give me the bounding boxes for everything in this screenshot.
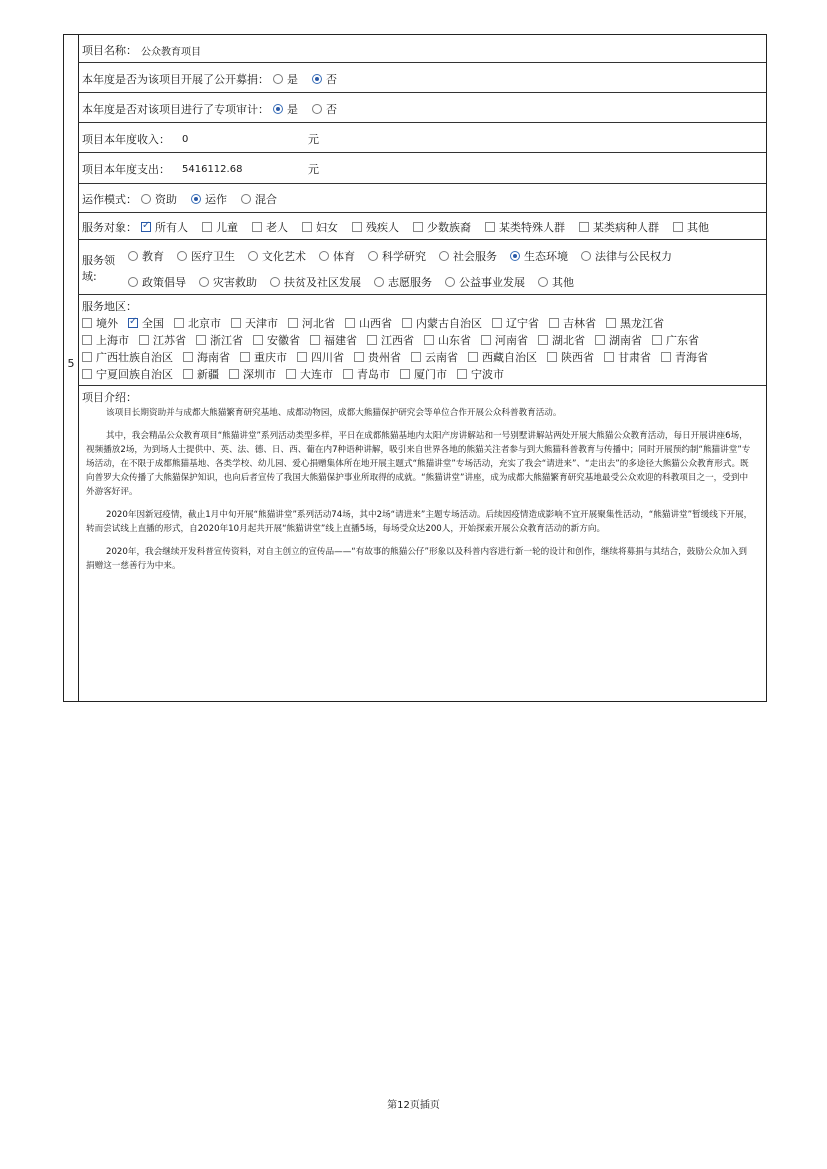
service-region-option[interactable] <box>661 349 708 365</box>
service-region-option-label: 境外 <box>96 317 118 330</box>
service-region-option-label: 安徽省 <box>267 334 300 347</box>
service-region-option-label: 宁夏回族自治区 <box>96 368 173 381</box>
intro-paragraph: 该项目长期资助并与成都大熊猫繁育研究基地、成都动物园，成都大熊猫保护研究会等单位合作开展公众科普教育活动。 <box>106 408 562 418</box>
checkbox[interactable] <box>252 222 262 232</box>
checkbox[interactable] <box>492 318 502 328</box>
service-region-option-label: 广西壮族自治区 <box>96 351 173 364</box>
radio-button[interactable] <box>191 194 201 204</box>
service-region-option-label: 广东省 <box>666 334 699 347</box>
checkbox[interactable] <box>354 352 364 362</box>
service-region-option[interactable] <box>253 332 300 348</box>
project-details <box>78 35 766 701</box>
service-region-option[interactable] <box>82 332 129 348</box>
radio-button[interactable] <box>273 74 283 84</box>
checkbox[interactable] <box>424 335 434 345</box>
page-footer: 第12页插页 <box>387 1100 440 1111</box>
checkbox[interactable] <box>549 318 559 328</box>
service-region-option-label: 江苏省 <box>153 334 186 347</box>
public-fundraising-option-label: 是 <box>287 73 298 86</box>
special-audit-option-label: 是 <box>287 103 298 116</box>
project-name-label: 项目名称： <box>82 44 137 57</box>
service-field-option[interactable] <box>128 274 186 290</box>
service-region-option-label: 云南省 <box>425 351 458 364</box>
checkbox[interactable] <box>413 222 423 232</box>
service-field-option-label: 科学研究 <box>382 250 426 263</box>
radio-button[interactable] <box>445 277 455 287</box>
radio-button[interactable] <box>270 277 280 287</box>
service-field-option-label: 政策倡导 <box>142 276 186 289</box>
service-region-option[interactable] <box>411 349 458 365</box>
checkbox[interactable] <box>229 369 239 379</box>
service-field-option[interactable] <box>128 248 164 264</box>
service-region-option-label: 江西省 <box>381 334 414 347</box>
service-region-option[interactable] <box>367 332 414 348</box>
service-region-option[interactable] <box>128 315 164 331</box>
service-region-option[interactable] <box>231 315 278 331</box>
service-field-label: 服务领 <box>82 254 115 267</box>
income-label: 项目本年度收入： <box>82 133 170 146</box>
radio-button[interactable] <box>248 251 258 261</box>
radio-button[interactable] <box>368 251 378 261</box>
service-region-option-label: 内蒙古自治区 <box>416 317 482 330</box>
service-target-option[interactable] <box>579 219 659 235</box>
checkbox[interactable] <box>352 222 362 232</box>
service-region-option[interactable] <box>297 349 344 365</box>
checkbox[interactable] <box>343 369 353 379</box>
radio-button[interactable] <box>273 104 283 114</box>
service-region-option-label: 深圳市 <box>243 368 276 381</box>
service-field-option-label: 扶贫及社区发展 <box>284 276 361 289</box>
service-region-option[interactable] <box>652 332 699 348</box>
checkbox[interactable] <box>547 352 557 362</box>
intro-paragraph: 其中，我会精品公众教育项目“熊猫讲堂”系列活动类型多样，平日在成都熊猫基地内太阳产房讲解站和一号别墅讲解站两处开展大熊猫公众教育活动，每日开展讲座6场，视频播放2场，为到场人士提供中、英、法、德、日、西、葡在内7种语种讲解，吸引来自世界各地的熊猫关注者参与到大熊猫科普教育与传播中；同时开展预约制“熊猫讲堂”专场活动，在不限于成都熊猫基地、各类学校、幼儿园、爱心捐赠集体所在地开展主题式“熊猫讲堂”专场活动，充实了我会“请进来”、“走出去”的多途径大熊猫公众教育形式。既向普罗大众传播了大熊猫保护知识，也向后者宣传了我国大熊猫保护事业所取得的成就。“熊猫讲堂”讲座，成为成都大熊猫繁育研究基地最受公众欢迎的科教项目之一，受到中外游客好评。 <box>86 431 751 497</box>
service-field-option-label: 教育 <box>142 250 164 263</box>
service-region-option-label: 全国 <box>142 317 164 330</box>
radio-button[interactable] <box>199 277 209 287</box>
service-field-option[interactable] <box>439 248 497 264</box>
checkbox[interactable] <box>128 318 138 328</box>
checkbox[interactable] <box>183 369 193 379</box>
service-field-option-label: 志愿服务 <box>388 276 432 289</box>
service-field-option[interactable] <box>248 248 306 264</box>
checkbox[interactable] <box>288 318 298 328</box>
row-number: 5 <box>67 357 75 370</box>
service-region-option-label: 青海省 <box>675 351 708 364</box>
row-number-column <box>64 35 79 701</box>
service-region-option-label: 上海市 <box>96 334 129 347</box>
project-table <box>63 34 767 702</box>
service-region-option-label: 浙江省 <box>210 334 243 347</box>
checkbox[interactable] <box>345 318 355 328</box>
checkbox[interactable] <box>661 352 671 362</box>
radio-button[interactable] <box>141 194 151 204</box>
checkbox[interactable] <box>402 318 412 328</box>
service-field-option[interactable] <box>538 274 574 290</box>
expense-unit: 元 <box>308 163 319 176</box>
service-field-option[interactable] <box>445 274 525 290</box>
service-region-option[interactable] <box>343 366 390 382</box>
service-region-option[interactable] <box>183 366 219 382</box>
service-region-option[interactable] <box>82 315 118 331</box>
intro-body <box>86 406 754 582</box>
service-field-option[interactable] <box>374 274 432 290</box>
service-field-option[interactable] <box>199 274 257 290</box>
service-region-label: 服务地区： <box>82 300 137 313</box>
service-region-option-label: 青岛市 <box>357 368 390 381</box>
checkbox[interactable] <box>606 318 616 328</box>
service-field-option-label: 公益事业发展 <box>459 276 525 289</box>
service-region-option-label: 吉林省 <box>563 317 596 330</box>
service-field-option-label: 法律与公民权力 <box>595 250 672 263</box>
radio-button[interactable] <box>439 251 449 261</box>
service-region-option[interactable] <box>492 315 539 331</box>
checkbox[interactable] <box>82 318 92 328</box>
service-region-option[interactable] <box>229 366 276 382</box>
service-region-option-label: 海南省 <box>197 351 230 364</box>
checkbox[interactable] <box>183 352 193 362</box>
public-fundraising-option[interactable] <box>273 71 298 87</box>
service-region-option[interactable] <box>82 366 173 382</box>
service-region-option-label: 辽宁省 <box>506 317 539 330</box>
checkbox[interactable] <box>485 222 495 232</box>
service-target-option[interactable] <box>252 219 288 235</box>
project-name-row <box>78 35 766 63</box>
service-region-option-label: 重庆市 <box>254 351 287 364</box>
service-region-option-label: 河南省 <box>495 334 528 347</box>
operation-mode-row <box>78 184 766 213</box>
checkbox[interactable] <box>82 352 92 362</box>
checkbox[interactable] <box>141 222 151 232</box>
service-target-option[interactable] <box>413 219 471 235</box>
service-region-option[interactable] <box>549 315 596 331</box>
service-region-option-label: 陕西省 <box>561 351 594 364</box>
checkbox[interactable] <box>240 352 250 362</box>
operation-mode-option-label: 混合 <box>255 193 277 206</box>
intro-paragraph: 2020年因新冠疫情，截止1月中旬开展“熊猫讲堂”系列活动74场，其中2场“请进来”主题专场活动。后续因疫情造成影响不宜开展聚集性活动，“熊猫讲堂”暂缓线下开展，转而尝试线上直播的形式，自2020年10月起共开展“熊猫讲堂”线上直播5场，每场受众达200人，开始探索开展公众教育活动的新方向。 <box>86 510 753 534</box>
checkbox[interactable] <box>538 335 548 345</box>
radio-button[interactable] <box>538 277 548 287</box>
service-region-option[interactable] <box>424 332 471 348</box>
checkbox[interactable] <box>367 335 377 345</box>
checkbox[interactable] <box>202 222 212 232</box>
service-field-option-label: 社会服务 <box>453 250 497 263</box>
service-target-row <box>78 213 766 240</box>
service-region-option[interactable] <box>538 332 585 348</box>
service-region-option[interactable] <box>82 349 173 365</box>
operation-mode-option[interactable] <box>141 191 177 207</box>
service-region-option[interactable] <box>183 349 230 365</box>
service-region-option-label: 河北省 <box>302 317 335 330</box>
radio-button[interactable] <box>319 251 329 261</box>
service-region-option[interactable] <box>139 332 186 348</box>
checkbox[interactable] <box>604 352 614 362</box>
checkbox[interactable] <box>468 352 478 362</box>
service-region-option[interactable] <box>481 332 528 348</box>
service-target-option-label: 儿童 <box>216 221 238 234</box>
operation-mode-option[interactable] <box>191 191 227 207</box>
service-region-option[interactable] <box>402 315 482 331</box>
operation-mode-option-label: 资助 <box>155 193 177 206</box>
service-field-option[interactable] <box>368 248 426 264</box>
service-region-option[interactable] <box>310 332 357 348</box>
service-field-option[interactable] <box>319 248 355 264</box>
service-region-option-label: 湖南省 <box>609 334 642 347</box>
checkbox[interactable] <box>196 335 206 345</box>
income-row <box>78 123 766 153</box>
intro-label: 项目介绍： <box>82 391 137 404</box>
service-field-option-label: 体育 <box>333 250 355 263</box>
service-target-option[interactable] <box>352 219 399 235</box>
special-audit-label: 本年度是否对该项目进行了专项审计： <box>82 103 269 116</box>
checkbox[interactable] <box>286 369 296 379</box>
service-target-option-label: 其他 <box>687 221 709 234</box>
public-fundraising-option[interactable] <box>312 71 337 87</box>
radio-button[interactable] <box>128 277 138 287</box>
expense-label: 项目本年度支出： <box>82 163 170 176</box>
service-region-option[interactable] <box>196 332 243 348</box>
checkbox[interactable] <box>652 335 662 345</box>
checkbox[interactable] <box>297 352 307 362</box>
radio-button[interactable] <box>312 74 322 84</box>
operation-mode-option[interactable] <box>241 191 277 207</box>
checkbox[interactable] <box>400 369 410 379</box>
checkbox[interactable] <box>457 369 467 379</box>
checkbox[interactable] <box>411 352 421 362</box>
service-region-option-label: 厦门市 <box>414 368 447 381</box>
service-region-option-label: 北京市 <box>188 317 221 330</box>
checkbox[interactable] <box>82 369 92 379</box>
service-field-option-label: 文化艺术 <box>262 250 306 263</box>
service-field-option-label: 灾害救助 <box>213 276 257 289</box>
service-field-option[interactable] <box>510 248 568 264</box>
checkbox[interactable] <box>302 222 312 232</box>
radio-button[interactable] <box>374 277 384 287</box>
service-region-option-label: 山西省 <box>359 317 392 330</box>
special-audit-row <box>78 93 766 123</box>
checkbox[interactable] <box>82 335 92 345</box>
special-audit-option[interactable] <box>312 101 337 117</box>
service-target-option-label: 少数族裔 <box>427 221 471 234</box>
operation-mode-label: 运作模式： <box>82 193 137 206</box>
public-fundraising-label: 本年度是否为该项目开展了公开募捐： <box>82 73 269 86</box>
service-target-label: 服务对象： <box>82 221 137 234</box>
radio-button[interactable] <box>581 251 591 261</box>
income-value: 0 <box>182 133 189 145</box>
service-region-option-label: 四川省 <box>311 351 344 364</box>
project-name-value: 公众教育项目 <box>141 46 201 58</box>
service-region-option-label: 宁波市 <box>471 368 504 381</box>
expense-value: 5416112.68 <box>182 163 243 175</box>
service-target-option[interactable] <box>302 219 338 235</box>
service-target-option-label: 残疾人 <box>366 221 399 234</box>
service-region-option[interactable] <box>400 366 447 382</box>
service-region-option[interactable] <box>547 349 594 365</box>
checkbox[interactable] <box>174 318 184 328</box>
radio-button[interactable] <box>510 251 520 261</box>
checkbox[interactable] <box>595 335 605 345</box>
project-intro-section <box>78 386 766 701</box>
service-field-option-label: 其他 <box>552 276 574 289</box>
checkbox[interactable] <box>139 335 149 345</box>
checkbox[interactable] <box>231 318 241 328</box>
operation-mode-option-label: 运作 <box>205 193 227 206</box>
service-region-option[interactable] <box>288 315 335 331</box>
radio-button[interactable] <box>128 251 138 261</box>
service-field-option[interactable] <box>581 248 672 264</box>
service-target-option-label: 某类特殊人群 <box>499 221 565 234</box>
service-region-option[interactable] <box>457 366 504 382</box>
public-fundraising-option-label: 否 <box>326 73 337 86</box>
service-region-option-label: 贵州省 <box>368 351 401 364</box>
service-region-option-label: 黑龙江省 <box>620 317 664 330</box>
service-region-option[interactable] <box>604 349 651 365</box>
checkbox[interactable] <box>673 222 683 232</box>
service-target-option-label: 所有人 <box>155 221 188 234</box>
service-region-option[interactable] <box>354 349 401 365</box>
service-region-option[interactable] <box>286 366 333 382</box>
service-region-option[interactable] <box>240 349 287 365</box>
service-target-option[interactable] <box>202 219 238 235</box>
service-region-option-label: 新疆 <box>197 368 219 381</box>
checkbox[interactable] <box>310 335 320 345</box>
service-region-option-label: 山东省 <box>438 334 471 347</box>
service-target-option[interactable] <box>485 219 565 235</box>
income-unit: 元 <box>308 133 319 146</box>
service-target-option[interactable] <box>141 219 188 235</box>
special-audit-option[interactable] <box>273 101 298 117</box>
service-field-row <box>78 240 766 295</box>
service-region-option[interactable] <box>606 315 664 331</box>
radio-button[interactable] <box>241 194 251 204</box>
public-fundraising-row <box>78 63 766 93</box>
radio-button[interactable] <box>177 251 187 261</box>
radio-button[interactable] <box>312 104 322 114</box>
service-field-option-label: 医疗卫生 <box>191 250 235 263</box>
service-region-option[interactable] <box>174 315 221 331</box>
intro-paragraph: 2020年，我会继续开发科普宣传资料，对自主创立的宣传品——“有故事的熊猫公仔”形象以及科普内容进行新一轮的设计和创作，继续将募捐与其结合，鼓励公众加入到捐赠这一慈善行为中来。 <box>86 547 747 571</box>
service-region-option-label: 西藏自治区 <box>482 351 537 364</box>
service-region-row <box>78 295 766 386</box>
expense-row <box>78 153 766 184</box>
checkbox[interactable] <box>481 335 491 345</box>
service-region-option[interactable] <box>345 315 392 331</box>
service-target-option-label: 某类病种人群 <box>593 221 659 234</box>
service-field-option[interactable] <box>270 274 361 290</box>
checkbox[interactable] <box>579 222 589 232</box>
service-region-option-label: 天津市 <box>245 317 278 330</box>
special-audit-option-label: 否 <box>326 103 337 116</box>
service-target-option[interactable] <box>673 219 709 235</box>
service-region-option[interactable] <box>595 332 642 348</box>
service-field-label-cont: 域: <box>82 270 97 283</box>
service-target-option-label: 妇女 <box>316 221 338 234</box>
checkbox[interactable] <box>253 335 263 345</box>
service-region-option-label: 甘肃省 <box>618 351 651 364</box>
service-field-option[interactable] <box>177 248 235 264</box>
service-target-option-label: 老人 <box>266 221 288 234</box>
service-field-option-label: 生态环境 <box>524 250 568 263</box>
service-region-option-label: 大连市 <box>300 368 333 381</box>
service-region-option-label: 福建省 <box>324 334 357 347</box>
service-region-option-label: 湖北省 <box>552 334 585 347</box>
service-region-option[interactable] <box>468 349 537 365</box>
